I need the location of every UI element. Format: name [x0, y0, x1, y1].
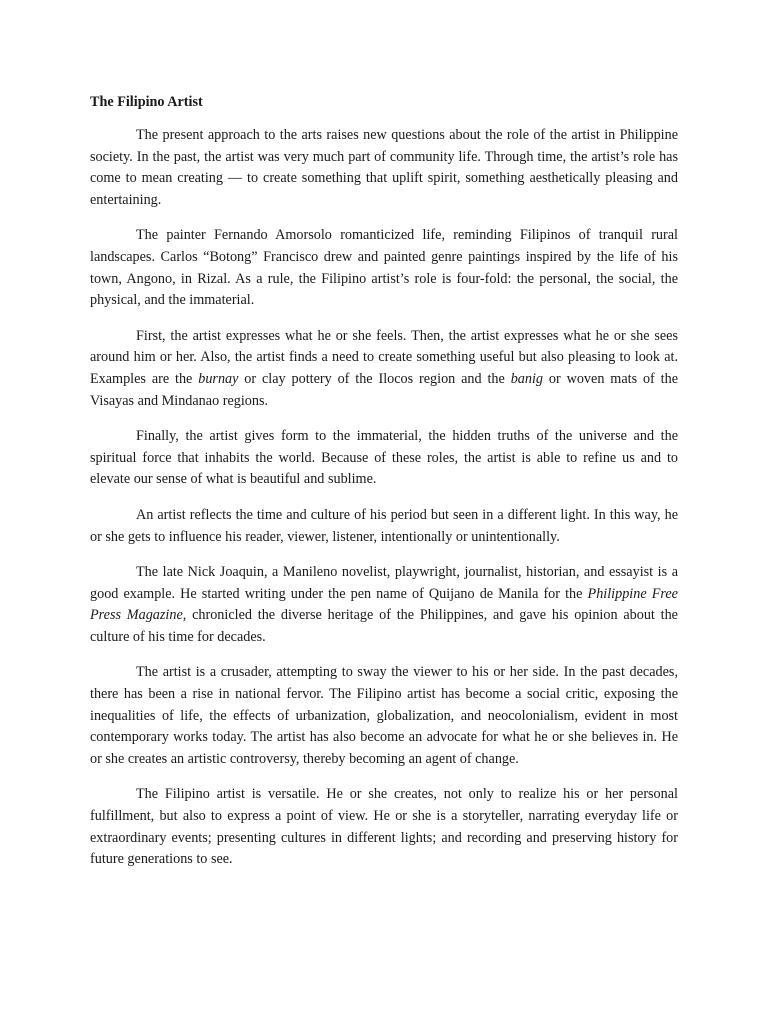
- paragraph-text: First, the artist expresses what he or she feels. Then, the artist expresses what he or she sees around him or her. Also, the artist finds a need to create something useful but also pleasing to look at. Examples are the: [90, 327, 678, 387]
- paragraph-5: [90, 505, 678, 548]
- paragraph-2: [90, 225, 678, 311]
- paragraph-7: [90, 662, 678, 770]
- italic-term-banig: banig: [510, 370, 544, 387]
- italic-publication-title: Philippine Free Press Magazine,: [90, 585, 678, 624]
- paragraph-text: An artist reflects the time and culture of his period but seen in a different light. In this way, he or she gets to influence his reader, viewer, listener, intentionally or unintentionally.: [90, 506, 678, 545]
- italic-term-burnay: burnay: [198, 370, 239, 387]
- paragraph-text: or woven mats of the Visayas and Mindanao regions.: [90, 370, 678, 409]
- document-body: [90, 92, 678, 885]
- paragraph-text: Finally, the artist gives form to the immaterial, the hidden truths of the universe and the spiritual force that inhabits the world. Because of these roles, the artist is able to refine us and to elevate our sense of what is beautiful and sublime.: [90, 428, 678, 488]
- document-title: The Filipino Artist: [90, 94, 203, 110]
- paragraph-text: The painter Fernando Amorsolo romanticized life, reminding Filipinos of tranquil rural landscapes. Carlos “Botong” Francisco drew and painted genre paintings inspired by the life of his town, Angono, in Rizal. As a rule, the Filipino artist’s role is four-fold: the personal, the social, the physical, and the immaterial.: [90, 227, 678, 309]
- paragraph-6: [90, 562, 678, 648]
- paragraph-text: The present approach to the arts raises new questions about the role of the artist in Philippine society. In the past, the artist was very much part of community life. Through time, the artist’s role has come to mean creating — to create something that uplift spirit, something aesthetically pleasing and entertaining.: [90, 127, 678, 208]
- paragraph-1: [90, 125, 678, 211]
- paragraph-4: [90, 426, 678, 491]
- paragraph-text: The late Nick Joaquin, a Manileno novelist, playwright, journalist, historian, and essayist is a good example. He started writing under the pen name of Quijano de Manila for the: [90, 564, 678, 602]
- paragraph-text: The Filipino artist is versatile. He or she creates, not only to realize his or her personal fulfillment, but also to express a point of view. He or she is a storyteller, narrating everyday life or extraordinary events; presenting cultures in different lights; and recording and preserving history for future generations to see.: [90, 786, 678, 868]
- paragraph-3: [90, 326, 678, 412]
- paragraph-8: [90, 784, 678, 870]
- paragraph-text: The artist is a crusader, attempting to sway the viewer to his or her side. In the past decades, there has been a rise in national fervor. The Filipino artist has become a social critic, exposing the inequalities of life, the effects of urbanization, globalization, and neocolonialism, evident in most contemporary works today. The artist has also become an advocate for what he or she believes in. He or she creates an artistic controversy, thereby becoming an agent of change.: [90, 664, 678, 767]
- paragraph-text: or clay pottery of the Ilocos region and the: [238, 370, 511, 387]
- paragraph-text: chronicled the diverse heritage of the Philippines, and gave his opinion about the culture of his time for decades.: [90, 607, 678, 645]
